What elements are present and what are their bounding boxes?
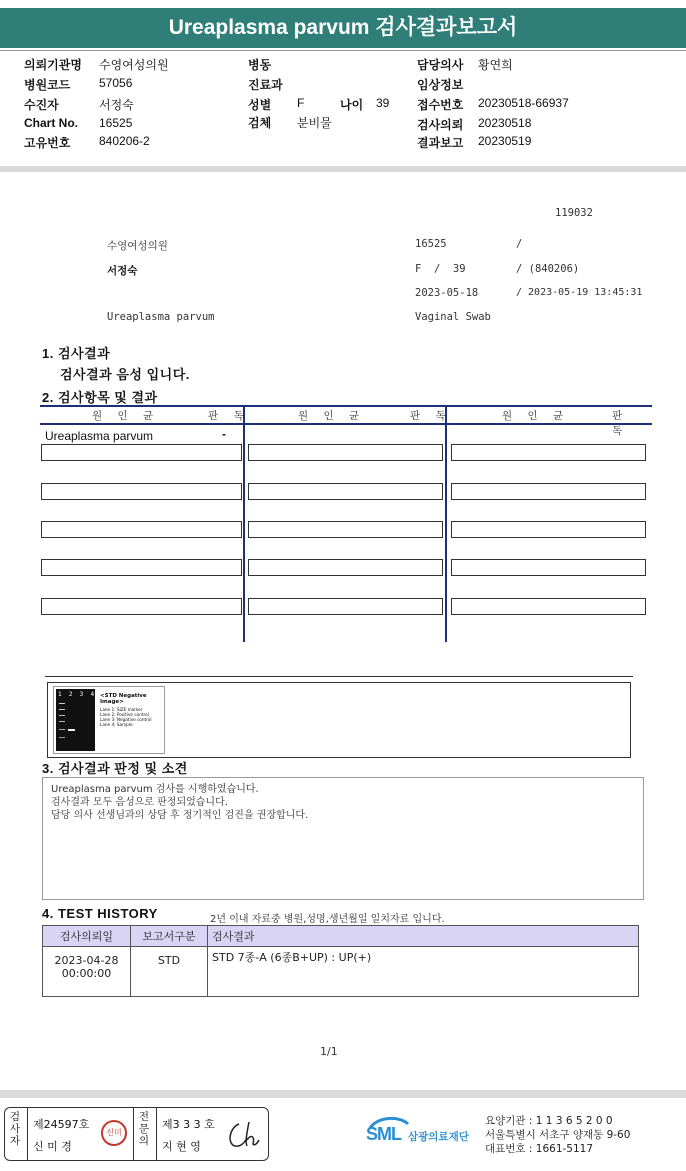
interpretation-box [42,777,644,900]
history-table [42,925,639,997]
print-sex-age: F / 39 [415,263,466,275]
page-number: 1/1 [320,1045,338,1058]
divider [156,1108,157,1160]
gel-caption-title: <STD Negative Image> [100,693,147,705]
serial-number: 119032 [555,207,593,219]
age-value: 39 [376,96,390,110]
print-chart: 16525 [415,238,447,250]
result-judgement: - [222,427,226,441]
results-table [40,405,652,643]
history-header-result: 검사결과 [208,926,639,947]
examiner-seal [101,1120,127,1146]
header-field-value: 수영여성의원 [99,58,169,72]
gel-image-panel [47,682,631,758]
col-header-pathogen: 원 인 균 [502,410,570,422]
org-info-line: 요양기관 : 1 1 3 6 5 2 0 0 [485,1115,613,1127]
examiner-name: 신 미 경 [33,1140,72,1153]
header-field-label: 진료과 [248,78,283,92]
gel-legend-1: Lane 1: SIZE marker [100,707,143,712]
header-field-label: 검사의뢰 [417,118,464,132]
gel-photo [56,689,95,751]
signature-panel [4,1107,269,1161]
print-date-reported: / 2023-05-19 13:45:31 [516,287,643,298]
specialist-license: 제3 3 3 호 [162,1118,215,1131]
col-header-pathogen: 원 인 균 [298,410,366,422]
col-header-pathogen: 원 인 균 [92,410,160,422]
specialist-signature [223,1118,263,1152]
result-cell [41,598,242,615]
history-header-date: 검사의뢰일 [43,926,131,947]
gel-band [59,715,65,716]
header-field-value: 서정숙 [99,98,134,112]
gel-band [59,703,65,704]
header-field-value: 16525 [99,116,133,130]
header-field-value: 20230518-66937 [478,96,569,110]
section1-title: 1. 검사결과 [42,346,111,361]
header-info [0,50,686,166]
sml-logo [366,1114,476,1152]
gel-legend-2: Lane 2: Positive control [100,712,149,717]
col-header-judgement: 판 독 [208,410,250,422]
seal-text: 신미 [106,1128,122,1137]
examiner-license: 제24597호 [33,1118,90,1131]
history-note: 2년 이내 자료중 병원,성명,생년월일 일치자료 입니다. [210,914,445,925]
interpretation-line: 담당 의사 선생님과의 상담 후 정기적인 검진을 권장합니다. [51,810,309,821]
table-header-rule [40,423,652,425]
header-field-label: 검체 [248,116,272,130]
col-header-judgement: 판 독 [410,410,452,422]
gel-legend-3: Lane 3: Negative control [100,717,152,722]
print-date-received: 2023-05-18 [415,287,479,299]
divider [0,50,686,51]
lane-numbers: 1 2 3 4 [58,691,95,698]
header-field-label: 고유번호 [24,136,71,150]
section4-title: 4. TEST HISTORY [42,906,158,921]
header-field-value: 57056 [99,76,133,90]
result-cell [248,444,443,461]
section1-summary: 검사결과 음성 입니다. [60,367,190,382]
result-cell [248,559,443,576]
gel-band [59,709,65,710]
header-field-value: 20230518 [478,116,532,130]
org-info [485,1114,630,1156]
interpretation-line: 검사결과 모두 음성으로 판정되었습니다. [51,797,228,808]
divider [27,1108,28,1160]
gel-band [59,721,65,722]
divider [133,1108,134,1160]
gel-band [68,729,75,731]
gel-legend-4: Lane 4: Sample [100,722,133,727]
header-field-value: 분비물 [297,116,332,130]
gel-band [59,737,65,738]
print-patient: 서정숙 [107,265,138,277]
result-cell [248,521,443,538]
header-field-label: 접수번호 [417,98,464,112]
section2-title: 2. 검사항목 및 결과 [42,390,158,405]
history-date-cell [43,947,131,997]
result-cell [41,521,242,538]
result-cell [451,598,646,615]
report-title: Ureaplasma parvum 검사결과보고서 [0,8,686,48]
history-result: STD 7종-A (6종B+UP) : UP(+) [208,947,639,997]
org-info-line: 대표번호 : 1661-5117 [485,1143,594,1155]
table-top-rule [40,405,652,407]
column-divider [445,405,447,642]
header-divider-band [0,166,686,172]
header-field-label: 의뢰기관명 [24,58,82,72]
age-label: 나이 [340,98,364,112]
result-cell [451,483,646,500]
table-row [43,947,639,997]
result-cell [248,483,443,500]
result-cell [41,483,242,500]
header-field-label: 성별 [248,98,272,112]
gel-band [59,729,65,730]
header-field-value: 황연희 [478,58,513,72]
result-cell [248,598,443,615]
header-field-value: F [297,96,305,110]
header-field-label: 병동 [248,58,272,72]
specialist-name: 지 현 영 [162,1140,201,1153]
print-specimen: Vaginal Swab [415,311,491,323]
col-header-judgement: 판 독 [612,410,629,437]
result-cell [451,559,646,576]
result-cell [451,444,646,461]
history-header-type: 보고서구분 [131,926,208,947]
header-field-label: 담당의사 [417,58,464,72]
examiner-label-text: 검 사 자 [9,1111,21,1147]
print-hospital: 수영여성의원 [107,240,168,252]
column-divider [243,405,245,642]
org-name: 삼광의료재단 [408,1131,469,1143]
result-cell [41,559,242,576]
print-birth: / (840206) [516,263,580,275]
header-field-label: 임상정보 [417,78,464,92]
header-field-value: 840206-2 [99,134,150,148]
history-time: 00:00:00 [61,967,112,980]
result-pathogen: Ureaplasma parvum [45,429,154,443]
divider [45,676,633,677]
examiner-label [8,1111,22,1147]
section3-title: 3. 검사결과 판정 및 소견 [42,761,188,776]
result-cell [41,444,242,461]
header-field-label: Chart No. [24,116,78,130]
print-test-name: Ureaplasma parvum [107,311,215,323]
print-slash: / [516,238,523,250]
gel-image [53,686,165,754]
logo-text: SML [366,1124,401,1144]
header-field-value: 20230519 [478,134,532,148]
footer-divider-band [0,1090,686,1098]
specialist-label-text: 전 문 의 [138,1111,150,1147]
specialist-label [137,1111,151,1147]
history-date: 2023-04-28 [54,954,119,967]
history-type: STD [131,947,208,997]
org-info-line: 서울특별시 서초구 양재동 9-60 [485,1129,631,1141]
header-field-label: 수진자 [24,98,59,112]
header-field-label: 병원코드 [24,78,71,92]
result-cell [451,521,646,538]
header-field-label: 결과보고 [417,136,464,150]
interpretation-line: Ureaplasma parvum 검사를 시행하였습니다. [51,784,259,795]
